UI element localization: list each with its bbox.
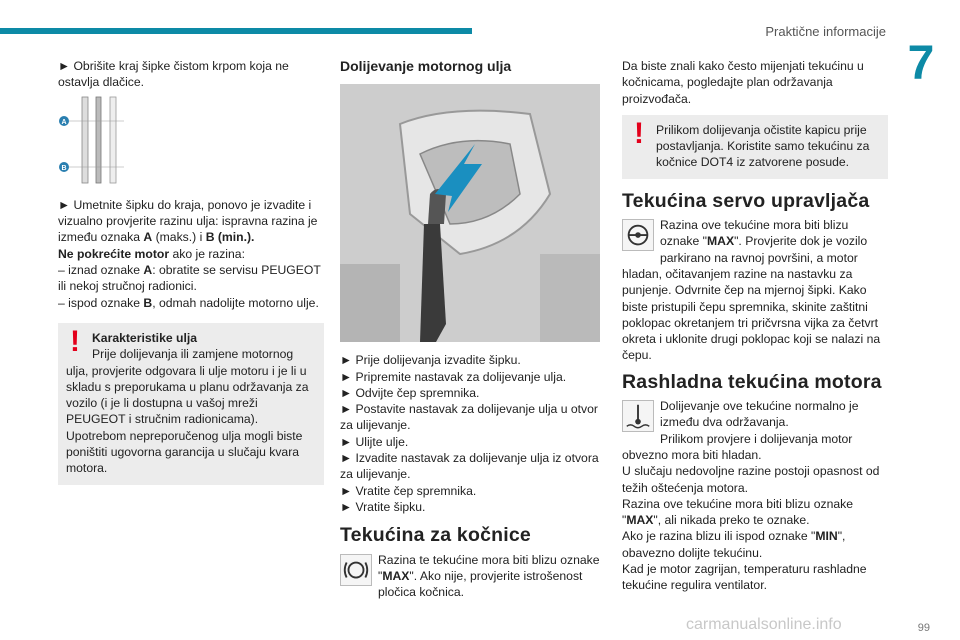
warning-text: Prilikom dolijevanja očistite kapicu prije postavljanja. Koristite samo tekućinu za kočnice DOT4 iz zatvorene posude. xyxy=(656,122,870,170)
servo-fluid-block xyxy=(622,217,888,364)
paragraph: U slučaju nedovoljne razine postoji opasnost od težih oštećenja motora. xyxy=(622,464,880,495)
paragraph: – ispod oznake B, odmah nadolijte motorno ulje. xyxy=(58,295,319,310)
paragraph: Da biste znali kako često mijenjati tekućinu u kočnicama, pogledajte plan održavanja proizvođača. xyxy=(622,59,864,106)
coolant-temperature-icon xyxy=(622,400,654,432)
paragraph: Kad je motor zagrijan, temperaturu rashladne tekućine regulira ventilator. xyxy=(622,562,867,593)
warning-line: Prije dolijevanja ili zamjene motornog xyxy=(92,347,294,362)
page-number: 99 xyxy=(917,622,930,634)
section-heading: Dolijevanje motornog ulja xyxy=(340,58,512,74)
engine-photo xyxy=(340,84,600,342)
step: ► Odvijte čep spremnika. xyxy=(340,385,480,400)
section-heading: Tekućina servo upravljača xyxy=(622,189,870,212)
warning-text: ulja, provjerite odgovara li ulje motoru i je li u skladu s preporukama u planu održavanja za vozilo (i je li dostupna u vašoj mreži PEUGEOT i stručnim radionicama). Upotrebom nepreporučenog ulja mogli biste poništiti ugovorna garancija u slučaju kvara motora. xyxy=(66,363,309,476)
column-3 xyxy=(622,58,888,594)
section-title: Praktične informacije xyxy=(765,24,886,39)
brake-fluid-block xyxy=(340,552,602,601)
step: ► Prije dolijevanja izvadite šipku. xyxy=(340,353,521,368)
section-heading: Rashladna tekućina motora xyxy=(622,370,882,393)
dipstick-figure xyxy=(58,95,128,185)
paragraph: Prilikom provjere i dolijevanja motor obvezno mora biti hladan. xyxy=(622,431,853,462)
paragraph: ► Obrišite kraj šipke čistom krpom koja ne ostavlja dlačice. xyxy=(58,59,289,90)
paragraph: – iznad oznake A: obratite se servisu PEUGEOT ili nekoj stručnoj radionici. xyxy=(58,263,321,294)
paragraph: ► Umetnite šipku do kraja, ponovo je izvadite i vizualno provjerite razinu ulja: ispravna razina je između oznaka A (maks.) i B (min.). xyxy=(58,197,318,245)
column-2 xyxy=(340,58,602,600)
paragraph: Razina ove tekućine mora biti blizu oznake "MAX", ali nikada preko te oznake. xyxy=(622,496,854,528)
column-1 xyxy=(58,58,324,485)
warning-box xyxy=(622,115,888,179)
warning-icon: ! xyxy=(634,116,644,150)
paragraph: Ako je razina blizu ili ispod oznake "MIN", obavezno dolijte tekućinu. xyxy=(622,529,846,560)
steering-wheel-icon xyxy=(622,219,654,251)
step: ► Vratite čep spremnika. xyxy=(340,483,477,498)
step: ► Postavite nastavak za dolijevanje ulja u otvor za ulijevanje. xyxy=(340,402,598,433)
dipstick-icon xyxy=(68,97,124,183)
paragraph: Razina ove tekućine mora biti blizu oznake "MAX". Provjerite dok je vozilo parkirano na ravnoj površini, a motor hladan, očitavanjem razine na nastavku za punjenje. Odvrnite čep na mjernoj šipki. Kako biste pristupili čepu spremnika, skinite zaštitni poklopac okretanjem tri pričvrsna vijka za četvrt okreta i uklonite drugi poklopac koji se nalazi na čepu. xyxy=(622,218,881,363)
warning-title: Karakteristike ulja xyxy=(92,330,198,345)
step: ► Vratite šipku. xyxy=(340,499,426,514)
engine-photo-illustration xyxy=(340,84,600,342)
paragraph: Razina te tekućine mora biti blizu oznake "MAX". Ako nije, provjerite istrošenost pločica kočnica. xyxy=(378,552,600,600)
step: ► Pripremite nastavak za dolijevanje ulja. xyxy=(340,369,567,384)
marker-a-label: A xyxy=(61,118,67,126)
coolant-block xyxy=(622,398,888,594)
warning-icon: ! xyxy=(70,324,80,358)
watermark: carmanualsonline.info xyxy=(686,616,842,633)
step: ► Izvadite nastavak za dolijevanje ulja iz otvora za ulijevanje. xyxy=(340,451,599,482)
brake-warning-icon xyxy=(340,554,372,586)
step: ► Ulijte ulje. xyxy=(340,434,409,449)
paragraph: Ne pokrećite motor ako je razina: xyxy=(58,246,245,261)
header-accent-bar xyxy=(0,28,472,34)
marker-b-label: B xyxy=(61,164,67,172)
chapter-number: 7 xyxy=(907,37,935,90)
paragraph: Dolijevanje ove tekućine normalno je između dva održavanja. xyxy=(660,399,859,430)
warning-box xyxy=(58,323,324,485)
section-heading: Tekućina za kočnice xyxy=(340,524,531,547)
